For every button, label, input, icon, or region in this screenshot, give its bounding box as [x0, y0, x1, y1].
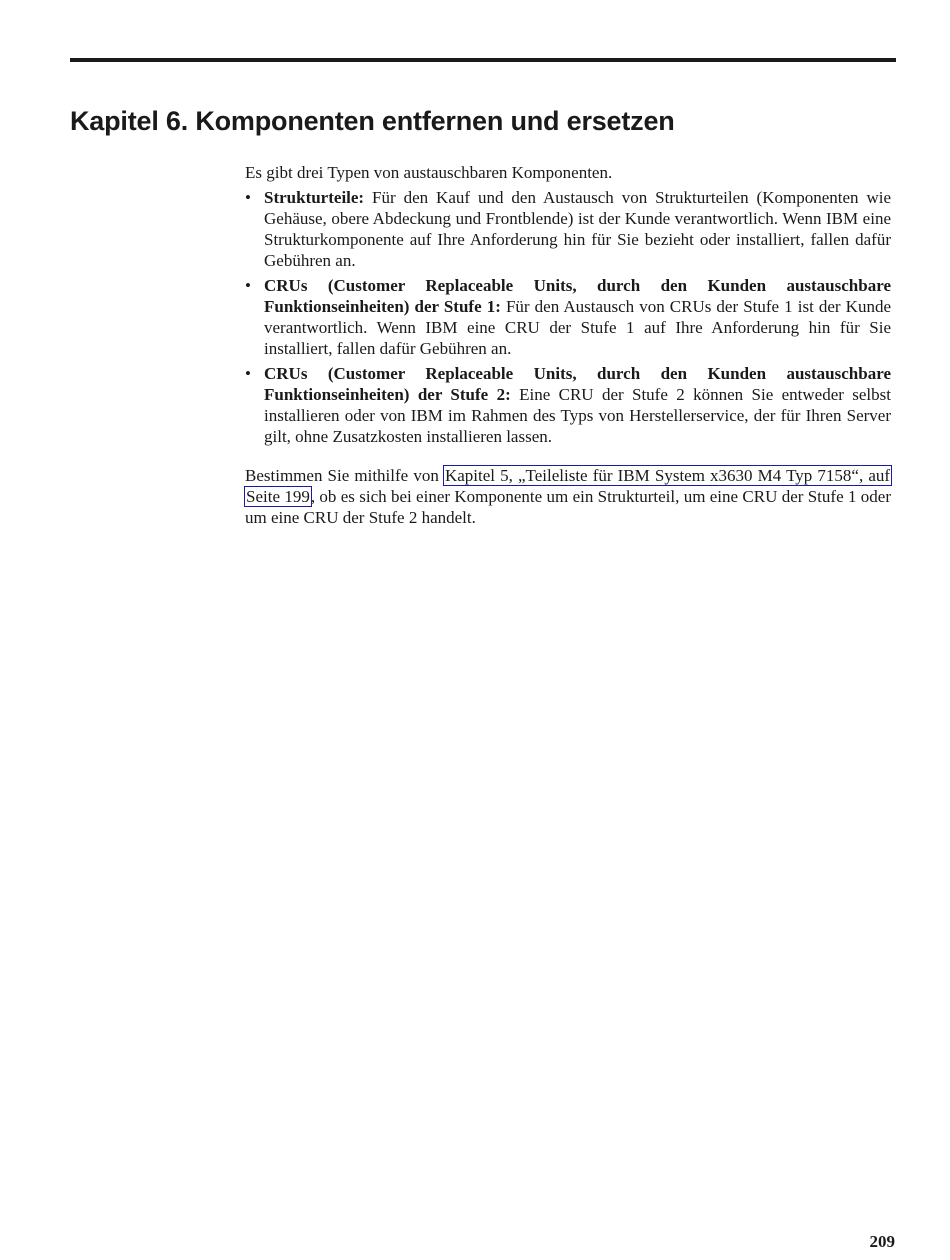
list-item-lead: CRUs (Customer Replaceable Units, durch den Kunden austauschbare Funktionseinheiten) der Stufe 1:	[264, 276, 891, 316]
component-types-list	[245, 187, 891, 447]
intro-paragraph: Es gibt drei Typen von austauschbaren Komponenten.	[245, 163, 613, 182]
top-rule	[70, 58, 896, 62]
chapter-5-cross-reference-link[interactable]: Kapitel 5, „Teileliste für IBM System x3630 M4 Typ 7158“, auf Seite 199	[246, 466, 891, 506]
chapter-body	[245, 162, 891, 528]
list-item-lead: CRUs (Customer Replaceable Units, durch den Kunden austauschbare Funktionseinheiten) der Stufe 2:	[264, 364, 891, 404]
closing-paragraph	[245, 465, 891, 528]
list-item-text: Für den Kauf und den Austausch von Strukturteilen (Komponenten wie Gehäuse, obere Abdeckung und Frontblende) ist der Kunde verantwortlich. Wenn IBM eine Strukturkomponente auf Ihre Anforderung hin für Sie bezieht oder installiert, fallen dafür Gebühren an.	[264, 188, 892, 270]
page-number: 209	[869, 1232, 895, 1251]
list-item-structural-parts	[245, 187, 891, 271]
closing-text-before: Bestimmen Sie mithilfe von	[245, 466, 439, 485]
bullet-icon: •	[245, 188, 251, 207]
chapter-title: Kapitel 6. Komponenten entfernen und ersetzen	[70, 106, 675, 136]
list-item-lead: Strukturteile:	[264, 188, 365, 207]
list-item-cru-tier-1	[245, 275, 891, 359]
bullet-icon: •	[245, 276, 251, 295]
bullet-icon: •	[245, 364, 251, 383]
list-item-cru-tier-2	[245, 363, 891, 447]
list-item-text: Eine CRU der Stufe 2 können Sie entweder selbst installieren oder von IBM im Rahmen des Typs von Herstellerservice, der für Ihren Server gilt, ohne Zusatzkosten installieren lassen.	[264, 385, 891, 446]
list-item-text: Für den Austausch von CRUs der Stufe 1 ist der Kunde verantwortlich. Wenn IBM eine CRU der Stufe 1 auf Ihre Anforderung hin für Sie installiert, fallen dafür Gebühren an.	[264, 297, 891, 358]
closing-text-after: , ob es sich bei einer Komponente um ein Strukturteil, um eine CRU der Stufe 1 oder um eine CRU der Stufe 2 handelt.	[245, 487, 891, 527]
